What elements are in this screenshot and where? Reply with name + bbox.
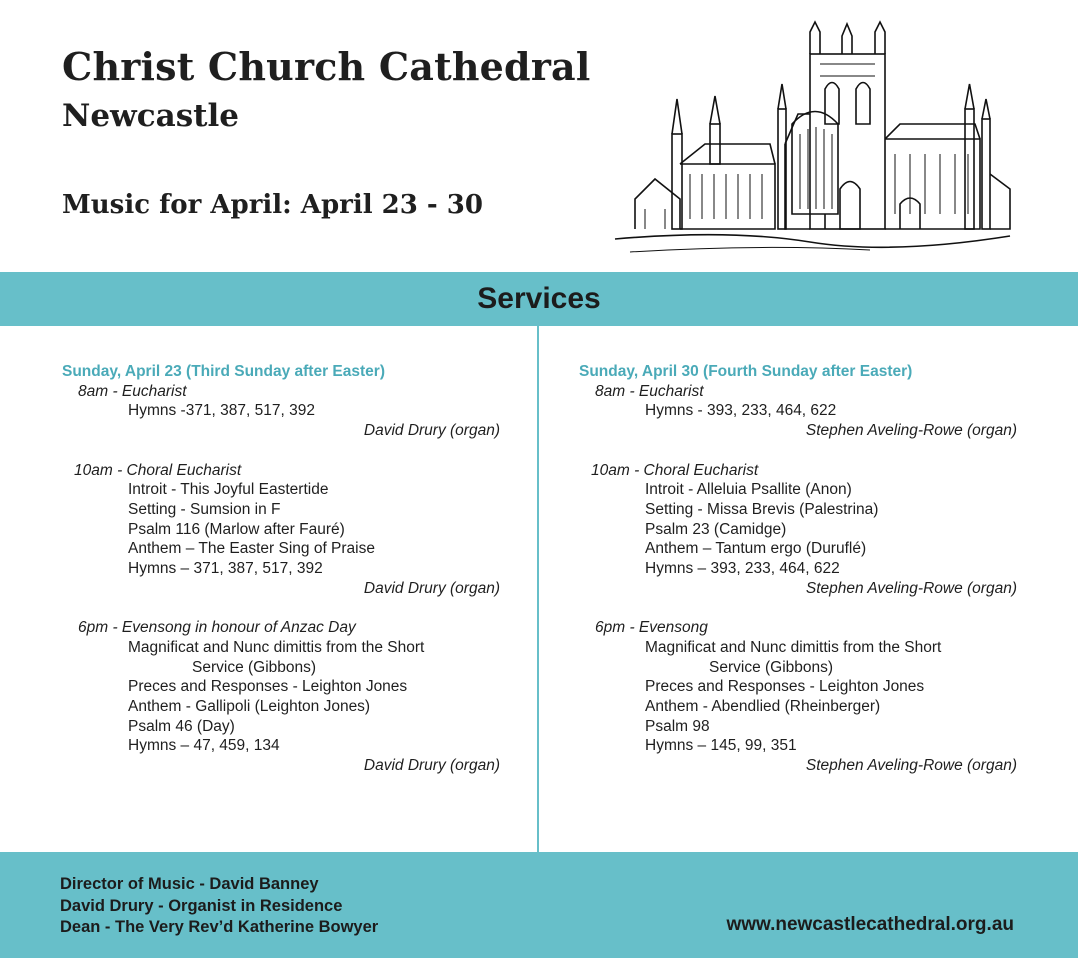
service-item: Setting - Sumsion in F [128,500,281,518]
service-item: Psalm 98 [645,717,710,735]
footer-credits [60,874,378,939]
service-item: Anthem – Tantum ergo (Duruflé) [645,540,867,558]
service-item: Setting - Missa Brevis (Palestrina) [645,500,879,518]
service-item: Magnificat and Nunc dimittis from the Short [128,638,425,656]
service-item: Introit - Alleluia Psallite (Anon) [645,481,852,499]
column-divider [537,326,539,852]
organist-line: David Drury - Organist in Residence [60,896,343,915]
service-item: Psalm 116 (Marlow after Fauré) [128,520,345,538]
service-item: Psalm 46 (Day) [128,717,235,735]
service-time: 8am - Eucharist [78,382,187,400]
dean-line: Dean - The Very Rev’d Katherine Bowyer [60,918,379,936]
page-title: Christ Church Cathedral [62,44,591,89]
service-item: Hymns -371, 387, 517, 392 [128,402,315,420]
organist: David Drury (organ) [363,422,500,440]
service-item: Anthem - Gallipoli (Leighton Jones) [128,697,371,715]
service-item: Service (Gibbons) [709,658,834,676]
organist: Stephen Aveling-Rowe (organ) [805,579,1017,597]
service-item: Preces and Responses - Leighton Jones [645,678,925,696]
service-time: 6pm - Evensong in honour of Anzac Day [78,619,356,637]
service-item: Service (Gibbons) [192,658,317,676]
organist: David Drury (organ) [363,757,500,775]
service-time: 10am - Choral Eucharist [74,461,242,479]
service-item: Hymns – 371, 387, 517, 392 [128,560,323,578]
service-time: 8am - Eucharist [595,382,704,400]
organist: David Drury (organ) [363,579,500,597]
organist: Stephen Aveling-Rowe (organ) [805,757,1017,775]
services-heading: Services [477,282,601,315]
service-item: Hymns – 145, 99, 351 [645,737,797,755]
service-time: 10am - Choral Eucharist [591,461,759,479]
service-item: Hymns – 47, 459, 134 [128,737,280,755]
service-item: Hymns - 393, 233, 464, 622 [645,402,837,420]
director-line: Director of Music - David Banney [60,875,319,893]
website-link[interactable]: www.newcastlecathedral.org.au [726,914,1014,935]
service-item: Preces and Responses - Leighton Jones [128,678,408,696]
cathedral-illustration [610,14,1020,264]
service-item: Hymns – 393, 233, 464, 622 [645,560,840,578]
right-column [579,362,1029,776]
month-heading: Music for April: April 23 - 30 [62,190,483,220]
sunday-heading: Sunday, April 23 (Third Sunday after Easter) [62,363,385,380]
page-subtitle: Newcastle [62,98,239,134]
service-item: Anthem - Abendlied (Rheinberger) [645,697,881,715]
sunday-heading: Sunday, April 30 (Fourth Sunday after Easter) [579,363,913,380]
service-item: Anthem – The Easter Sing of Praise [128,540,375,558]
left-column [62,362,512,776]
service-time: 6pm - Evensong [595,619,708,637]
service-item: Introit - This Joyful Eastertide [128,481,329,499]
service-item: Magnificat and Nunc dimittis from the Short [645,638,942,656]
organist: Stephen Aveling-Rowe (organ) [805,422,1017,440]
service-item: Psalm 23 (Camidge) [645,520,787,538]
